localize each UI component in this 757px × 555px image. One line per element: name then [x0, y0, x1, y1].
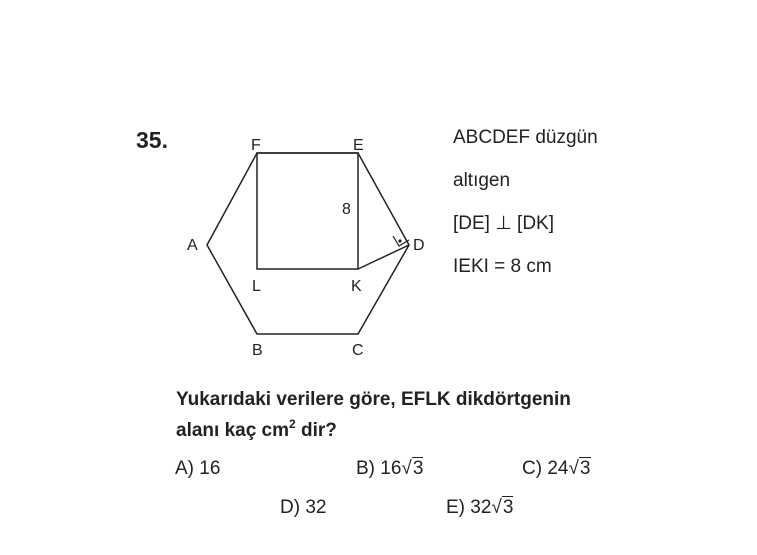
vertex-label-d: D: [413, 237, 425, 254]
question-text-line-2-pre: alanı kaç cm: [176, 420, 290, 441]
question-text: [176, 384, 571, 446]
vertex-label-k: K: [351, 278, 362, 295]
option-d-value: 32: [305, 497, 327, 518]
option-e[interactable]: [446, 497, 513, 519]
question-text-line-1: Yukarıdaki verilere göre, EFLK dikdörtgenin: [176, 389, 571, 410]
vertex-label-e: E: [353, 137, 364, 154]
option-c-radicand: 3: [579, 458, 591, 479]
option-e-letter: E): [446, 497, 465, 518]
sqrt-symbol: √: [401, 458, 412, 479]
given-line-1: ABCDEF düzgün: [453, 127, 598, 148]
question-text-line-2: [176, 415, 571, 446]
question-text-exponent: 2: [289, 417, 296, 431]
given-line-2: altıgen: [453, 170, 511, 191]
question-text-line-2-post: dir?: [295, 420, 337, 441]
vertex-label-f: F: [251, 137, 261, 154]
option-c-value: 24: [547, 458, 569, 479]
given-line-4: IEKI = 8 cm: [453, 256, 552, 277]
option-a-letter: A): [175, 458, 194, 479]
sqrt-symbol: √: [568, 458, 579, 479]
given-line-3: [DE] ⊥ [DK]: [453, 213, 555, 234]
sqrt-symbol: √: [491, 497, 502, 518]
vertex-label-a: A: [187, 237, 198, 254]
option-b[interactable]: [356, 458, 423, 480]
option-d[interactable]: [280, 497, 326, 519]
vertex-label-c: C: [352, 342, 364, 359]
vertex-label-l: L: [252, 278, 261, 295]
option-a-value: 16: [199, 458, 221, 479]
option-a[interactable]: [175, 458, 220, 480]
question-number: 35.: [136, 127, 168, 153]
option-e-value: 32: [470, 497, 492, 518]
option-e-radicand: 3: [502, 497, 514, 518]
hexagon-abcdef: [207, 153, 409, 334]
option-b-letter: B): [356, 458, 375, 479]
option-d-letter: D): [280, 497, 301, 518]
option-c-letter: C): [522, 458, 543, 479]
option-c[interactable]: [522, 458, 591, 480]
right-angle-mark: [393, 236, 409, 246]
segment-ek-length: 8: [342, 201, 351, 218]
option-b-value: 16: [380, 458, 402, 479]
vertex-label-b: B: [252, 342, 263, 359]
option-b-radicand: 3: [412, 458, 424, 479]
